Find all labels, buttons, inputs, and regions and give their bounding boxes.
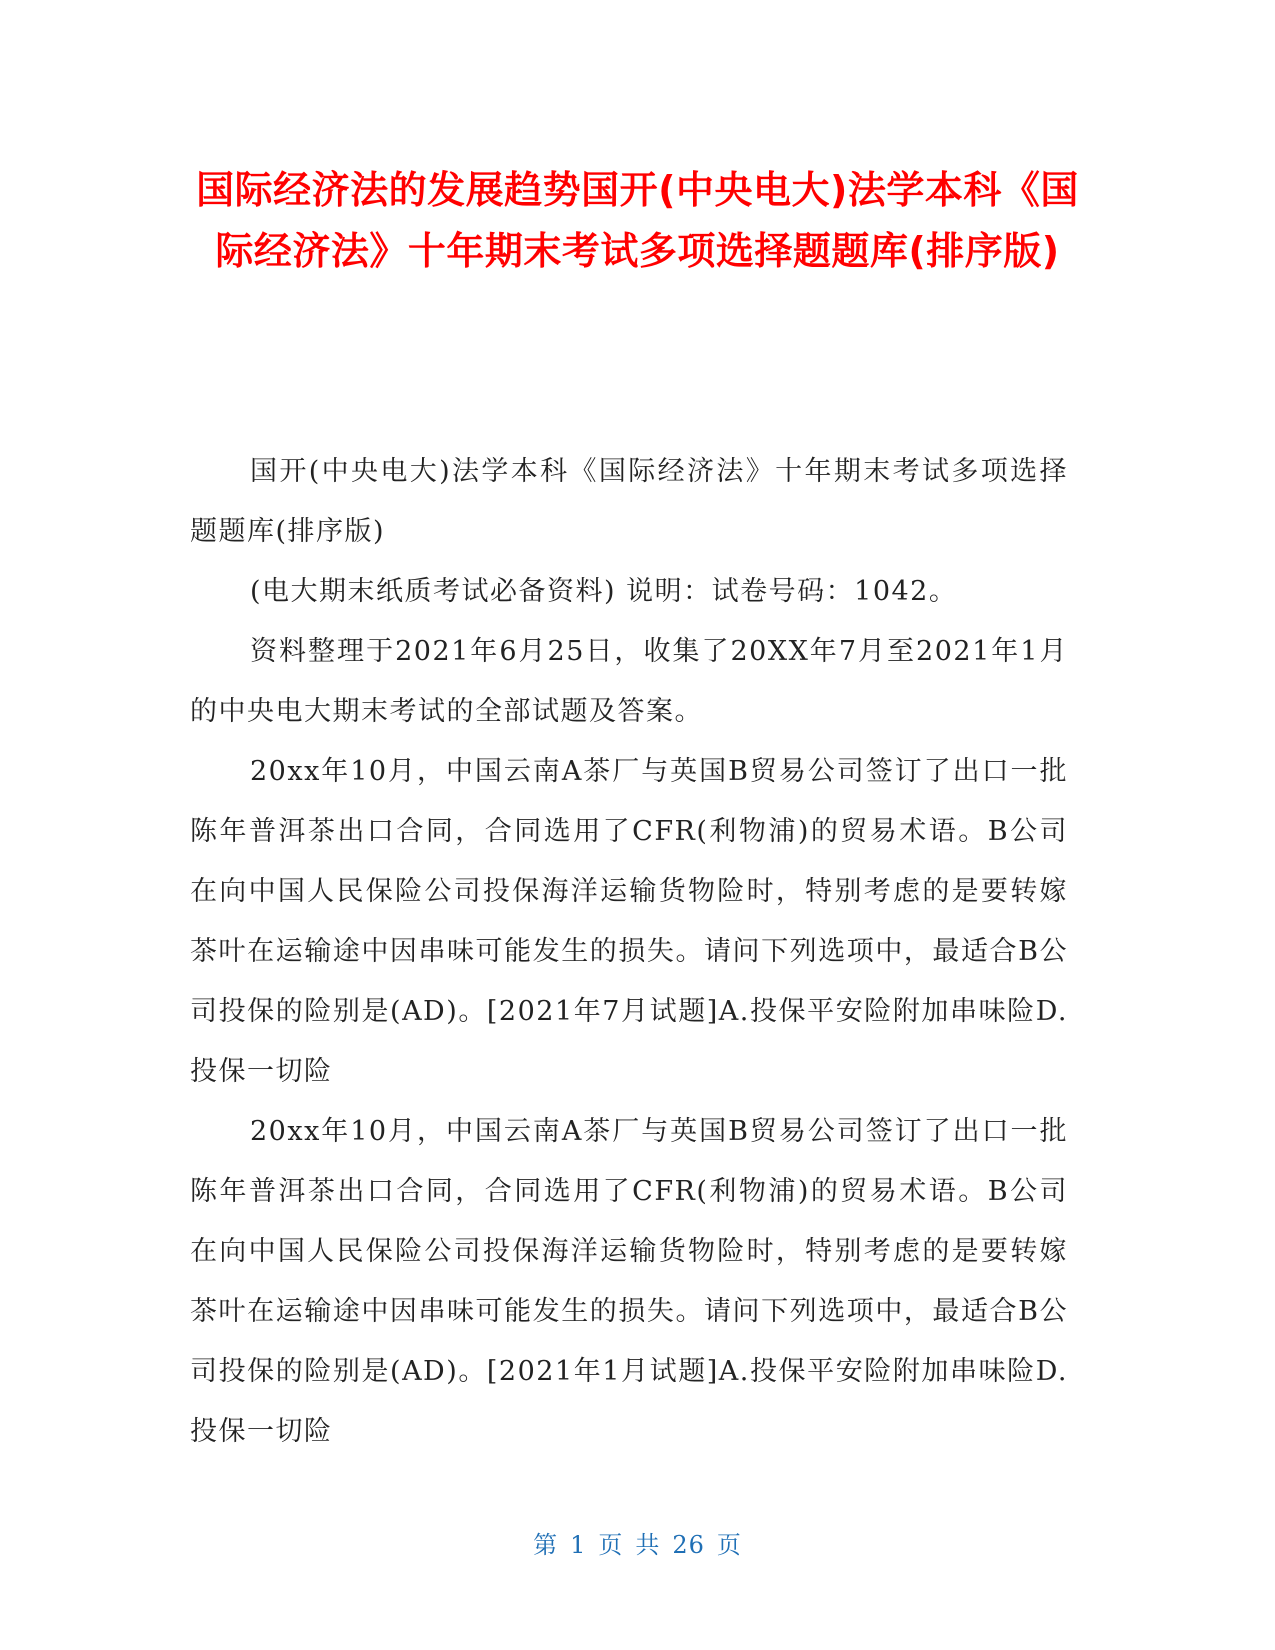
footer-page-label: 第 <box>533 1531 559 1559</box>
paragraph-note: (电大期末纸质考试必备资料) 说明：试卷号码：1042。 <box>250 576 958 607</box>
footer-total-unit: 页 <box>716 1531 742 1559</box>
paragraph-question-1: 20xx年10月，中国云南A茶厂与英国B贸易公司签订了出口一批陈年普洱茶出口合同，合同选用了CFR(利物浦)的贸易术语。B公司在向中国人民保险公司投保海洋运输货物险时，特别考虑的是要转嫁茶叶在运输途中因串味可能发生的损失。请问下列选项中，最适合B公司投保的险别是(AD)。[2021年7月试题]A.投保平安险附加串味险D.投保一切险 <box>190 756 1068 1087</box>
footer-page-unit: 页 <box>598 1531 624 1559</box>
document-body <box>190 442 1068 1462</box>
paragraph-question-2: 20xx年10月，中国云南A茶厂与英国B贸易公司签订了出口一批陈年普洱茶出口合同，合同选用了CFR(利物浦)的贸易术语。B公司在向中国人民保险公司投保海洋运输货物险时，特别考虑的是要转嫁茶叶在运输途中因串味可能发生的损失。请问下列选项中，最适合B公司投保的险别是(AD)。[2021年1月试题]A.投保平安险附加串味险D.投保一切险 <box>190 1116 1068 1447</box>
footer-total-label: 共 <box>635 1531 661 1559</box>
paragraph-intro: 国开(中央电大)法学本科《国际经济法》十年期末考试多项选择题题库(排序版) <box>190 456 1068 547</box>
footer-current-page: 1 <box>570 1531 587 1559</box>
document-title: 国际经济法的发展趋势国开(中央电大)法学本科《国际经济法》十年期末考试多项选择题题库(排序版) <box>196 168 1079 273</box>
paragraph-source: 资料整理于2021年6月25日，收集了20XX年7月至2021年1月的中央电大期末考试的全部试题及答案。 <box>190 636 1068 727</box>
page-number-footer <box>0 1530 1275 1560</box>
footer-total-pages: 26 <box>672 1531 705 1559</box>
